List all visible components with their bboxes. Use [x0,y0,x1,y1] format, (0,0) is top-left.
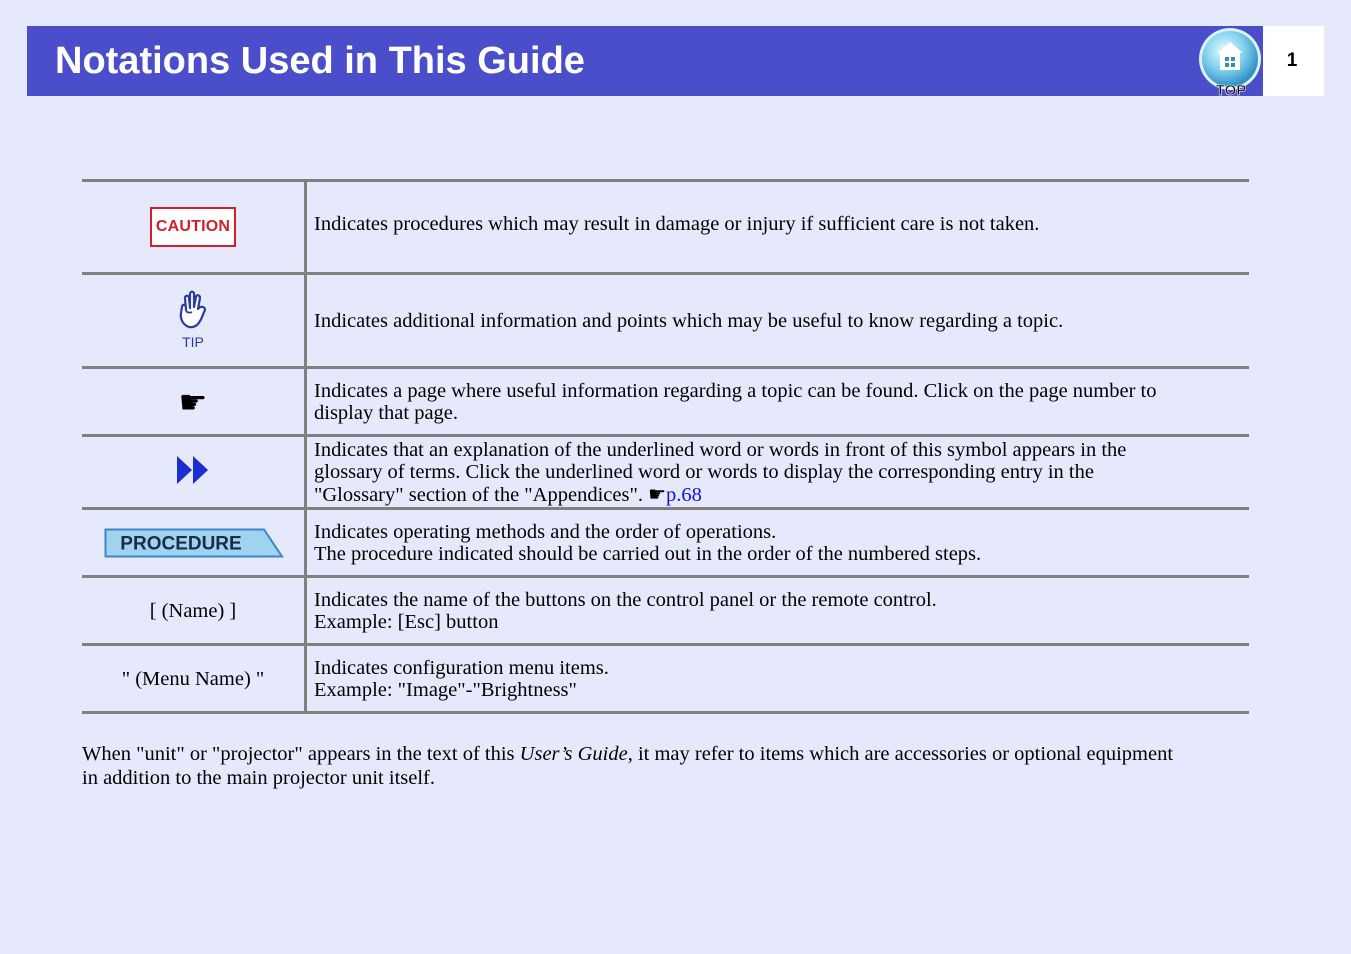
description-line: Indicates procedures which may result in damage or injury if sufficient care is not taken. [314,213,1040,235]
description-line: Indicates a page where useful information regarding a topic can be found. Click on the page number to [314,379,1157,402]
description-line: Indicates operating methods and the order of operations. [314,520,777,543]
table-row [82,368,1249,436]
description-line [314,483,1249,506]
description-line: glossary of terms. Click the underlined word or words to display the corresponding entry in the [314,460,1094,483]
description-line: Indicates additional information and points which may be useful to know regarding a topic. [314,309,1064,332]
double-arrow-icon [175,454,211,486]
notations-table [82,179,1249,714]
symbol-cell [82,509,306,577]
reference-hand-icon: ☛ [648,481,667,506]
page-number: 1 [1286,50,1298,71]
page-title: Notations Used in This Guide [55,40,585,82]
symbol-cell [82,368,306,436]
caution-badge: CAUTION [150,207,236,247]
name-notation: [ (Name) ] [149,599,237,622]
description-cell [306,181,1250,274]
footer-line: in addition to the main projector unit itself. [82,767,435,789]
table-row [82,181,1249,274]
description-line: Example: "Image"-"Brightness" [314,678,577,701]
guide-title: User’s Guide [519,743,628,765]
top-globe-icon [1198,28,1264,98]
footer-text: When "unit" or "projector" appears in the text of this [82,743,520,765]
tip-icon-group [175,289,211,349]
tip-hand-icon [175,289,211,329]
table-row [82,436,1249,509]
symbol-cell [82,645,306,713]
description-line: Indicates that an explanation of the underlined word or words in front of this symbol appears in the [314,438,1127,461]
description-cell [306,274,1250,368]
table-row [82,645,1249,713]
footer-text: , it may refer to items which are accessories or optional equipment [627,743,1174,765]
top-button[interactable] [1198,28,1264,98]
top-label: TOP [1215,82,1247,98]
table-row [82,509,1249,577]
tip-label: TIP [182,334,204,350]
page-header [27,26,1263,96]
symbol-cell [82,577,306,645]
description-cell [306,645,1250,713]
description-cell [306,577,1250,645]
symbol-cell [82,436,306,509]
description-line: Indicates configuration menu items. [314,656,609,679]
description-line: The procedure indicated should be carried out in the order of the numbered steps. [314,542,982,565]
menu-name-notation: " (Menu Name) " [121,667,265,690]
footer-note [82,742,1272,790]
symbol-cell [82,274,306,368]
page-number-box [1263,26,1324,96]
procedure-label: PROCEDURE [120,533,242,554]
symbol-cell [82,181,306,274]
table-row [82,274,1249,368]
page-link[interactable]: p.68 [666,483,702,506]
footer-line [82,742,1272,766]
description-line: Example: [Esc] button [314,610,499,633]
description-line: Indicates the name of the buttons on the control panel or the remote control. [314,588,937,611]
pointing-hand-icon: ☛ [178,382,208,421]
description-cell [306,368,1250,436]
table-row [82,577,1249,645]
procedure-badge [104,528,284,558]
description-line: display that page. [314,401,459,424]
description-cell [306,509,1250,577]
description-text: "Glossary" section of the "Appendices". [314,483,649,506]
description-cell [306,436,1250,509]
